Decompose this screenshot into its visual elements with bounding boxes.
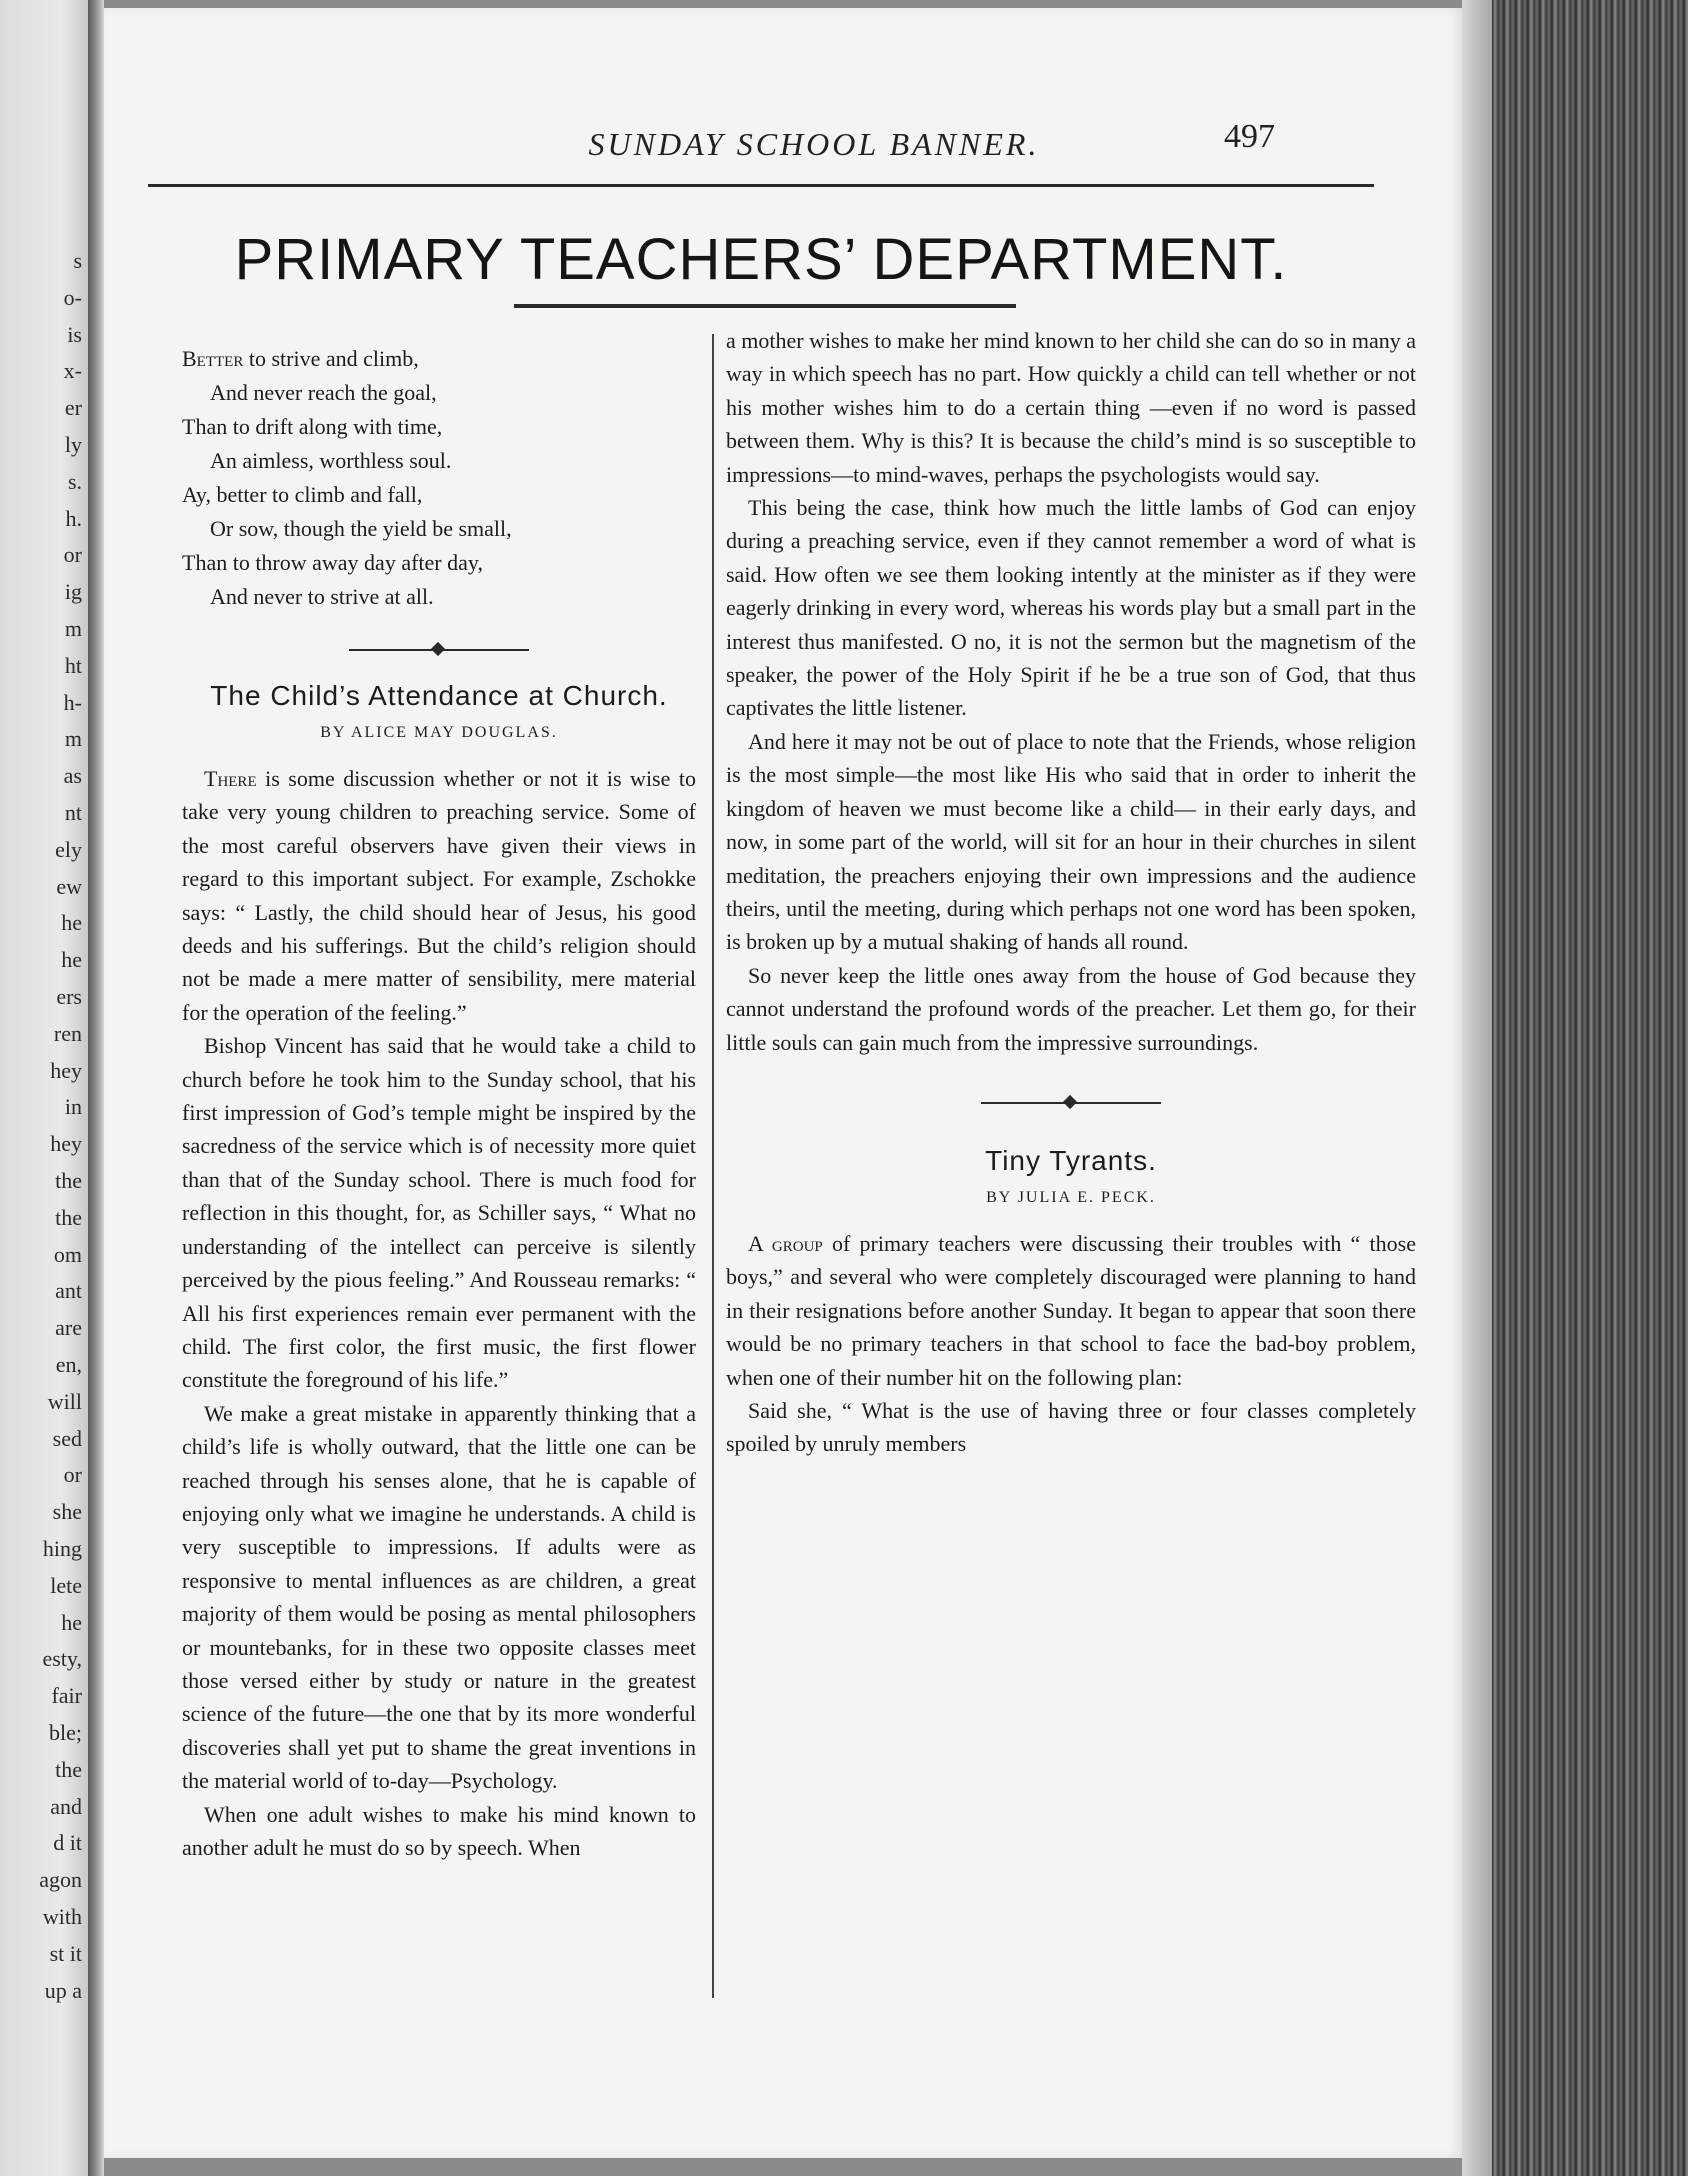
fragment-text: st it (49, 1940, 82, 1966)
fragment-text: sed (52, 1425, 82, 1451)
magazine-page (104, 8, 1462, 2158)
fragment-text: will (47, 1388, 82, 1414)
running-head: SUNDAY SCHOOL BANNER. (588, 126, 1040, 162)
fragment-text: with (42, 1904, 82, 1929)
fragment-text: ant (55, 1278, 82, 1304)
fragment-text: hey (50, 1057, 82, 1083)
fragment-text: s. (67, 468, 82, 494)
fragment-text: h- (63, 689, 82, 715)
paragraph (726, 1227, 1416, 1394)
fragment-text: the (55, 1756, 82, 1782)
fragment-text: ers (56, 984, 82, 1009)
poem-line: Than to drift along with time, (182, 414, 443, 439)
paragraph (182, 762, 696, 1029)
fragment-text: x- (63, 358, 82, 384)
fragment-text: fair (51, 1683, 82, 1709)
fragment-text: or (63, 1462, 82, 1488)
fragment-text: m (64, 616, 82, 641)
fragment-text: ew (56, 873, 82, 899)
fragment-text: the (55, 1204, 82, 1230)
fragment-text: ht (64, 652, 82, 678)
drop-word: There (204, 766, 257, 791)
fragment-text: agon (39, 1867, 82, 1893)
fragment-text: up a (44, 1977, 82, 2003)
fragment-text: h. (65, 505, 82, 531)
fragment-text: ble; (49, 1720, 82, 1745)
article-byline: BY ALICE MAY DOUGLAS. (320, 724, 558, 741)
article-title: The Child’s Attendance at Church. (210, 680, 668, 711)
fragment-text: hey (50, 1131, 82, 1157)
fragment-text: esty, (42, 1646, 82, 1672)
fragment-text: hing (42, 1536, 82, 1561)
fragment-text: o- (63, 284, 82, 310)
poem-line: Ay, better to climb and fall, (182, 482, 423, 507)
paragraph: When one adult wishes to make his mind known to another adult he must do so by speech. When (182, 1801, 696, 1860)
fragment-text: s (73, 248, 82, 273)
book-gutter (88, 0, 104, 2176)
fragment-text: in (64, 1094, 82, 1120)
fragment-text: er (64, 395, 82, 421)
fragment-text: the (55, 1168, 82, 1193)
paragraph-text: is some discussion whether or not it is wise to take very young children to preaching service. Some of the most careful observers have given their views in regard to this important subject. For example, Zschokke says: “ Lastly, the child should hear of Jesus, his good deeds and his sufferings. But the child’s religion should not be made a mere matter of sensibility, mere material for the operation of the feeling.” (182, 766, 696, 1025)
paragraph-text: of primary teachers were discussing their troubles with “ those boys,” and several who were completely discouraged were planning to hand in their resignations before another Sunday. It began to appear that soon there would be no primary teachers in that school to face the bad-boy problem, when one of their number hit on the following plan: (726, 1230, 1416, 1390)
section-ornament (349, 642, 529, 658)
fragment-text: ren (53, 1020, 82, 1046)
poem-line: And never reach the goal, (210, 380, 437, 405)
paragraph: Bishop Vincent has said that he would take a child to church before he took him to the Sunday school, that his first impression of God’s temple might be inspired by the sacredness of the service which is of necessity more quiet than that of the Sunday school. There is much food for reflection in this thought, for, as Schiller says, “ What no understanding of the intellect can perceive is silently perceived by the pious feeling.” And Rousseau remarks: “ All his first experiences remain ever permanent with the child. The first color, the first music, the first flower constitute the foreground of his life.” (182, 1033, 696, 1393)
title-rule (514, 304, 1016, 308)
page-number: 497 (1224, 118, 1275, 155)
fragment-text: he (61, 910, 82, 936)
fragment-text: lete (50, 1572, 82, 1598)
fragment-text: d it (53, 1830, 82, 1856)
fragment-text: om (53, 1241, 82, 1267)
poem-line: And never to strive at all. (210, 584, 434, 609)
fragment-text: she (52, 1499, 82, 1525)
fragment-text: are (55, 1315, 82, 1341)
fragment-text: m (64, 726, 82, 752)
poem-line: Than to throw away day after day, (182, 550, 483, 575)
fragment-text: nt (64, 800, 82, 825)
paragraph: This being the case, think how much the little lambs of God can enjoy during a preaching service, even if they cannot remember a word of what is said. How often we see them looking intently at the minister as if they were eagerly drinking in every word, whereas his words play but a small part in the interest thus manifested. O no, it is not the sermon but the magnetism of the speaker, the power of the Holy Spirit if he be a true son of God, that thus captivates the little listener. (726, 495, 1416, 721)
paragraph-continued: a mother wishes to make her mind known to her child she can do so in many a way in which speech has no part. How quickly a child can tell whether or not his mother wishes him to do a certain thing —even if no word is passed between them. Why is this? It is because the child’s mind is so susceptible to impressions—to mind-waves, perhaps the psychologists would say. (726, 328, 1416, 487)
fragment-text: ig (64, 579, 82, 605)
column-divider (712, 334, 714, 1998)
poem-line (182, 342, 696, 376)
article-title: Tiny Tyrants. (985, 1144, 1157, 1176)
fragment-text: is (67, 321, 82, 347)
paragraph: So never keep the little ones away from the house of God because they cannot understand the profound words of the preacher. Let them go, for their little souls can gain much from the impressive surroundings. (726, 962, 1416, 1055)
article-byline: BY JULIA E. PECK. (986, 1188, 1156, 1206)
paragraph: Said she, “ What is the use of having three or four classes completely spoiled by unruly members (726, 1397, 1416, 1457)
book-page-edges (1462, 0, 1688, 2176)
poem-line: Or sow, though the yield be small, (210, 516, 512, 541)
drop-word: Better (182, 346, 244, 371)
fragment-text: he (61, 947, 82, 973)
paragraph: And here it may not be out of place to note that the Friends, whose religion is the most simple—the most like His who said that in order to inherit the kingdom of heaven we must become like a child— in their early days, and now, in some part of the world, will sit for an hour in their churches in silent meditation, the preachers enjoying their own impressions and the audience theirs, until the meeting, during which perhaps not one word has been spoken, is broken up by a mutual shaking of hands all round. (726, 728, 1416, 955)
fragment-text: ly (64, 432, 82, 457)
fragment-text: ely (55, 836, 82, 862)
fragment-text: as (63, 763, 82, 789)
right-column (726, 324, 1416, 1461)
header-rule (148, 184, 1374, 187)
adjacent-page-edge (0, 0, 88, 2176)
poem-line: An aimless, worthless soul. (210, 448, 452, 473)
paragraph: We make a great mistake in apparently thinking that a child’s life is wholly outward, that the little one can be reached through his senses alone, that he is capable of enjoying only what we imagine he understands. A child is very susceptible to impressions. If adults were as responsive to mental influences as are children, a great majority of them would be posing as mental philosophers or mountebanks, for in these two opposite classes meet those versed either by study or nature in the greatest science of the future—the one that by its more wonderful discoveries shall yet put to shame the great inventions in the material world of to-day—Psychology. (182, 1400, 696, 1794)
fragment-text: or (63, 542, 82, 568)
fragment-text: and (50, 1793, 82, 1819)
drop-word: A group (748, 1230, 823, 1256)
poem-line-text: to strive and climb, (243, 346, 419, 371)
department-title: PRIMARY TEACHERS’ DEPARTMENT. (234, 227, 1288, 292)
fragment-text: en, (55, 1352, 82, 1377)
book-page-edges-light (1462, 0, 1492, 2176)
fragment-text: he (61, 1609, 82, 1635)
poem (182, 342, 696, 614)
section-ornament (981, 1095, 1161, 1111)
left-column (182, 336, 696, 1864)
